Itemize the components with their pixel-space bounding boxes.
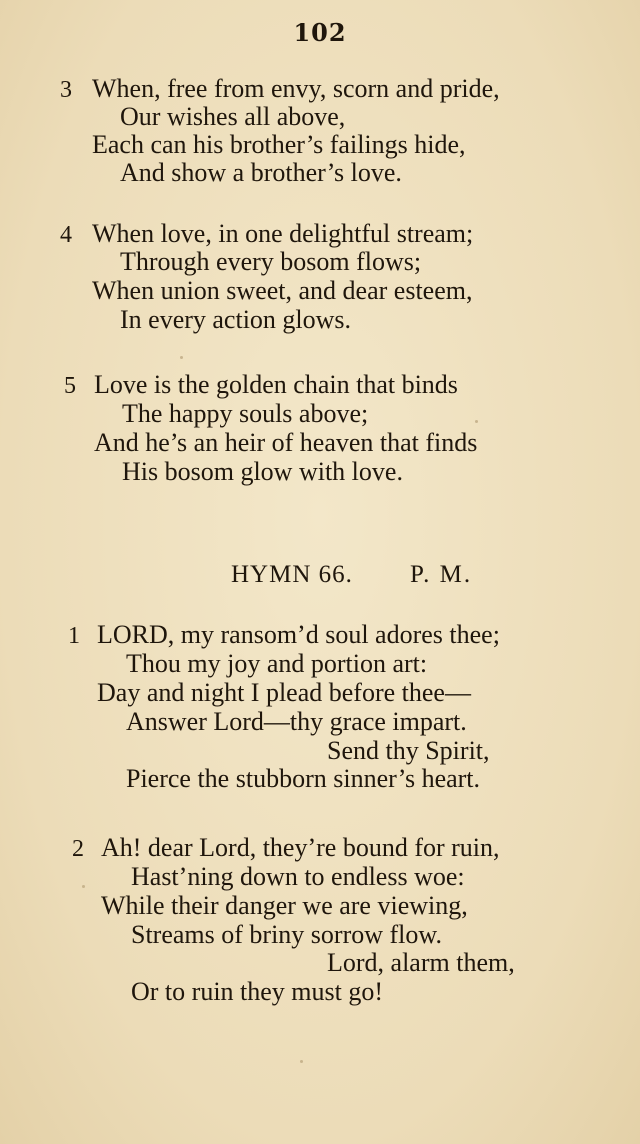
- stanza-number: 3: [60, 77, 72, 103]
- verse-line: And he’s an heir of heaven that finds: [94, 428, 478, 457]
- verse-line: Love is the golden chain that binds: [94, 370, 458, 399]
- verse-line: Thou my joy and portion art:: [126, 649, 428, 678]
- verse-line: Answer Lord—thy grace impart.: [126, 707, 467, 736]
- paper-speck: [82, 885, 85, 888]
- hymn-meter: P. M.: [410, 561, 473, 588]
- verse-line: His bosom glow with love.: [122, 457, 403, 486]
- verse-line: Our wishes all above,: [120, 102, 346, 131]
- verse-line: The happy souls above;: [122, 399, 369, 428]
- stanza-number: 4: [60, 222, 72, 248]
- verse-line: Day and night I plead before thee—: [97, 678, 471, 707]
- verse-line: When union sweet, and dear esteem,: [92, 276, 473, 305]
- verse-line: LORD, my ransom’d soul adores thee;: [97, 620, 500, 649]
- verse-line: And show a brother’s love.: [120, 158, 402, 187]
- paper-speck: [300, 1060, 303, 1063]
- verse-line: Through every bosom flows;: [120, 247, 422, 276]
- verse-line: When love, in one delightful stream;: [92, 219, 474, 248]
- verse-line: Each can his brother’s failings hide,: [92, 130, 466, 159]
- verse-line: While their danger we are viewing,: [101, 891, 468, 920]
- stanza-number: 2: [72, 836, 84, 862]
- verse-line: Ah! dear Lord, they’re bound for ruin,: [101, 833, 500, 862]
- verse-line: Send thy Spirit,: [327, 736, 490, 765]
- verse-line: Streams of briny sorrow flow.: [131, 920, 442, 949]
- verse-line: Pierce the stubborn sinner’s heart.: [126, 764, 481, 793]
- paper-speck: [180, 356, 183, 359]
- verse-line: In every action glows.: [120, 305, 352, 334]
- verse-line: Or to ruin they must go!: [131, 977, 384, 1006]
- verse-line: When, free from envy, scorn and pride,: [92, 74, 500, 103]
- hymn-title: HYMN 66.: [231, 561, 353, 588]
- stanza-number: 1: [68, 623, 80, 649]
- verse-line: Lord, alarm them,: [327, 948, 515, 977]
- stanza-number: 5: [64, 373, 76, 399]
- paper-speck: [475, 420, 478, 423]
- page-number: 102: [293, 18, 347, 47]
- verse-line: Hast’ning down to endless woe:: [131, 862, 465, 891]
